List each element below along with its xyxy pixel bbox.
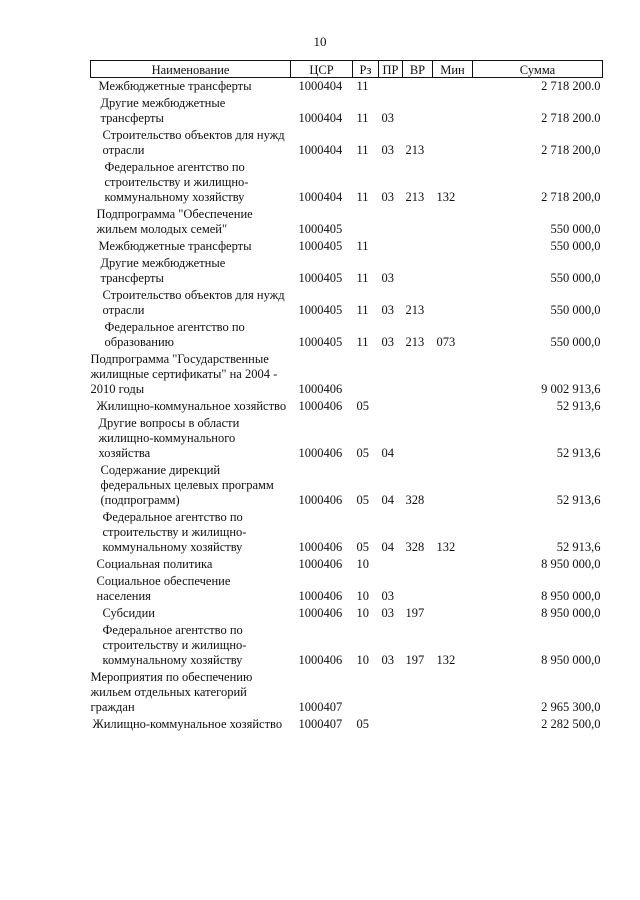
cell-pr: 04 xyxy=(381,446,394,460)
cell-rz: 11 xyxy=(356,271,369,285)
cell-min: 132 xyxy=(436,190,456,204)
cell-min xyxy=(433,398,473,415)
cell-pr: 04 xyxy=(381,493,394,507)
table-row xyxy=(91,319,603,351)
cell-min xyxy=(433,206,473,238)
cell-pr: 03 xyxy=(381,190,394,204)
table-row xyxy=(91,622,603,669)
cell-name: Федеральное агентство по строительству и жилищно-коммунальному хозяйству xyxy=(104,160,249,204)
cell-rz: 10 xyxy=(356,606,369,620)
cell-pr: 03 xyxy=(381,335,394,349)
header-sum: Сумма xyxy=(473,61,603,78)
cell-vr xyxy=(403,573,433,605)
cell-pr xyxy=(379,238,403,255)
cell-csr: 1000404 xyxy=(298,190,343,204)
cell-csr: 1000406 xyxy=(298,589,343,603)
cell-name: Федеральное агентство по образованию xyxy=(104,320,245,349)
cell-sum: 8 950 000,0 xyxy=(541,653,601,667)
cell-rz: 11 xyxy=(356,190,369,204)
table-header-row xyxy=(91,61,603,78)
budget-table xyxy=(90,60,603,733)
cell-name: Федеральное агентство по строительству и жилищно-коммунальному хозяйству xyxy=(102,510,247,554)
cell-min xyxy=(433,669,473,716)
cell-vr: 213 xyxy=(405,335,425,349)
cell-pr: 03 xyxy=(381,111,394,125)
cell-csr: 1000406 xyxy=(298,399,343,413)
cell-vr xyxy=(403,95,433,127)
table-row xyxy=(91,415,603,462)
cell-vr: 197 xyxy=(405,653,425,667)
cell-csr: 1000406 xyxy=(298,540,343,554)
cell-csr: 1000405 xyxy=(298,239,343,253)
cell-csr: 1000405 xyxy=(298,303,343,317)
cell-csr: 1000404 xyxy=(298,111,343,125)
cell-vr xyxy=(403,669,433,716)
cell-vr xyxy=(403,415,433,462)
cell-rz: 11 xyxy=(356,239,369,253)
cell-rz: 10 xyxy=(356,653,369,667)
table-row xyxy=(91,669,603,716)
cell-rz: 10 xyxy=(356,589,369,603)
cell-csr: 1000407 xyxy=(298,717,343,731)
cell-csr: 1000407 xyxy=(298,700,343,714)
cell-csr: 1000406 xyxy=(298,382,343,396)
cell-sum: 52 913,6 xyxy=(556,399,601,413)
cell-csr: 1000405 xyxy=(298,222,343,236)
cell-min xyxy=(433,716,473,733)
cell-min: 073 xyxy=(436,335,456,349)
cell-pr xyxy=(379,669,403,716)
cell-pr xyxy=(379,716,403,733)
cell-pr: 03 xyxy=(381,143,394,157)
cell-vr xyxy=(403,255,433,287)
header-csr: ЦСР xyxy=(291,61,353,78)
cell-vr xyxy=(403,206,433,238)
cell-sum: 2 718 200.0 xyxy=(541,79,601,93)
cell-csr: 1000405 xyxy=(298,271,343,285)
cell-name: Мероприятия по обеспечению жильем отдельных категорий граждан xyxy=(90,670,253,714)
header-vr: ВР xyxy=(403,61,433,78)
table-row xyxy=(91,78,603,96)
cell-sum: 52 913,6 xyxy=(556,540,601,554)
table-row xyxy=(91,95,603,127)
cell-min xyxy=(433,95,473,127)
cell-vr xyxy=(403,398,433,415)
cell-csr: 1000406 xyxy=(298,557,343,571)
cell-min: 132 xyxy=(436,653,456,667)
cell-pr: 03 xyxy=(381,653,394,667)
cell-min xyxy=(433,255,473,287)
cell-pr: 03 xyxy=(381,271,394,285)
table-row xyxy=(91,509,603,556)
cell-sum: 8 950 000,0 xyxy=(541,589,601,603)
cell-sum: 8 950 000,0 xyxy=(541,606,601,620)
cell-min: 132 xyxy=(436,540,456,554)
cell-pr xyxy=(379,78,403,96)
cell-vr xyxy=(403,238,433,255)
cell-name: Строительство объектов для нужд отрасли xyxy=(102,288,285,317)
cell-name: Социальное обеспечение населения xyxy=(96,574,231,603)
cell-vr xyxy=(403,351,433,398)
cell-vr xyxy=(403,716,433,733)
cell-rz xyxy=(353,206,379,238)
table-row xyxy=(91,206,603,238)
cell-vr xyxy=(403,556,433,573)
table-body xyxy=(91,78,603,734)
cell-name: Субсидии xyxy=(102,606,155,620)
cell-name: Содержание дирекций федеральных целевых программ (подпрограмм) xyxy=(100,463,274,507)
cell-vr: 213 xyxy=(405,303,425,317)
cell-name: Подпрограмма "Государственные жилищные сертификаты" на 2004 - 2010 годы xyxy=(90,352,278,396)
cell-sum: 550 000,0 xyxy=(550,303,601,317)
cell-pr: 03 xyxy=(381,589,394,603)
cell-csr: 1000406 xyxy=(298,653,343,667)
cell-sum: 9 002 913,6 xyxy=(541,382,601,396)
header-pr: ПР xyxy=(379,61,403,78)
cell-rz: 10 xyxy=(356,557,369,571)
cell-vr: 213 xyxy=(405,190,425,204)
table-row xyxy=(91,398,603,415)
cell-min xyxy=(433,287,473,319)
cell-name: Другие межбюджетные трансферты xyxy=(100,256,226,285)
cell-name: Жилищно-коммунальное хозяйство xyxy=(92,717,283,731)
cell-sum: 52 913,6 xyxy=(556,493,601,507)
table-row xyxy=(91,462,603,509)
cell-rz: 11 xyxy=(356,111,369,125)
cell-sum: 2 718 200,0 xyxy=(541,143,601,157)
header-name: Наименование xyxy=(91,61,291,78)
cell-sum: 550 000,0 xyxy=(550,222,601,236)
cell-pr xyxy=(379,206,403,238)
cell-pr: 03 xyxy=(381,606,394,620)
cell-name: Межбюджетные трансферты xyxy=(98,239,252,253)
cell-name: Федеральное агентство по строительству и жилищно-коммунальному хозяйству xyxy=(102,623,247,667)
cell-name: Другие вопросы в области жилищно-коммунального хозяйства xyxy=(98,416,240,460)
cell-csr: 1000406 xyxy=(298,606,343,620)
cell-min xyxy=(433,238,473,255)
table-row xyxy=(91,238,603,255)
header-rz: Рз xyxy=(353,61,379,78)
cell-sum: 550 000,0 xyxy=(550,335,601,349)
cell-sum: 550 000,0 xyxy=(550,239,601,253)
cell-sum: 8 950 000,0 xyxy=(541,557,601,571)
cell-min xyxy=(433,127,473,159)
cell-sum: 52 913,6 xyxy=(556,446,601,460)
cell-min xyxy=(433,78,473,96)
cell-pr xyxy=(379,398,403,415)
cell-rz: 05 xyxy=(356,399,369,413)
table-row xyxy=(91,556,603,573)
cell-min xyxy=(433,605,473,622)
cell-rz: 11 xyxy=(356,303,369,317)
table-row xyxy=(91,255,603,287)
table-row xyxy=(91,573,603,605)
cell-vr: 328 xyxy=(405,540,425,554)
cell-vr: 197 xyxy=(405,606,425,620)
cell-sum: 2 718 200,0 xyxy=(541,190,601,204)
cell-min xyxy=(433,415,473,462)
cell-rz: 05 xyxy=(356,540,369,554)
cell-pr: 03 xyxy=(381,303,394,317)
cell-rz: 05 xyxy=(356,446,369,460)
cell-pr: 04 xyxy=(381,540,394,554)
cell-sum: 2 718 200.0 xyxy=(541,111,601,125)
cell-rz: 11 xyxy=(356,335,369,349)
table-row xyxy=(91,351,603,398)
cell-rz xyxy=(353,351,379,398)
cell-csr: 1000404 xyxy=(298,143,343,157)
table-row xyxy=(91,159,603,206)
table-row xyxy=(91,716,603,733)
cell-rz: 05 xyxy=(356,717,369,731)
cell-sum: 2 965 300,0 xyxy=(541,700,601,714)
cell-name: Социальная политика xyxy=(96,557,213,571)
cell-min xyxy=(433,351,473,398)
cell-rz xyxy=(353,669,379,716)
cell-min xyxy=(433,462,473,509)
cell-csr: 1000406 xyxy=(298,446,343,460)
table-row xyxy=(91,127,603,159)
cell-name: Жилищно-коммунальное хозяйство xyxy=(96,399,287,413)
cell-name: Подпрограмма "Обеспечение жильем молодых семей" xyxy=(96,207,253,236)
cell-csr: 1000404 xyxy=(298,79,343,93)
cell-rz: 11 xyxy=(356,143,369,157)
table-row xyxy=(91,287,603,319)
cell-csr: 1000405 xyxy=(298,335,343,349)
table-row xyxy=(91,605,603,622)
cell-vr: 328 xyxy=(405,493,425,507)
page-number: 10 xyxy=(313,34,327,49)
header-min: Мин xyxy=(433,61,473,78)
cell-min xyxy=(433,556,473,573)
cell-name: Другие межбюджетные трансферты xyxy=(100,96,226,125)
cell-pr xyxy=(379,556,403,573)
cell-rz: 05 xyxy=(356,493,369,507)
cell-min xyxy=(433,573,473,605)
cell-rz: 11 xyxy=(356,79,369,93)
cell-csr: 1000406 xyxy=(298,493,343,507)
cell-vr xyxy=(403,78,433,96)
cell-sum: 550 000,0 xyxy=(550,271,601,285)
cell-vr: 213 xyxy=(405,143,425,157)
cell-pr xyxy=(379,351,403,398)
cell-name: Межбюджетные трансферты xyxy=(98,79,252,93)
cell-name: Строительство объектов для нужд отрасли xyxy=(102,128,285,157)
cell-sum: 2 282 500,0 xyxy=(541,717,601,731)
